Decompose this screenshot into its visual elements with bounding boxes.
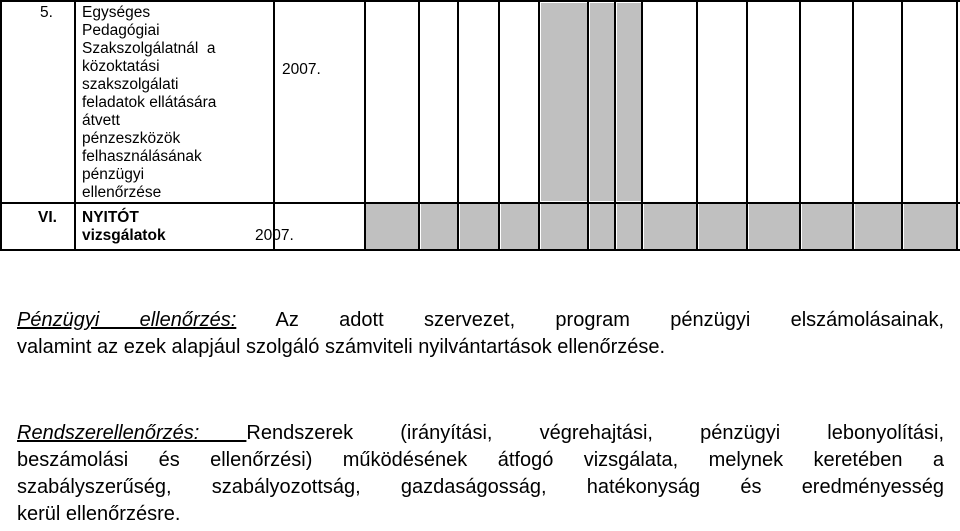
table-rule: [74, 0, 76, 251]
text-line: ellenőrzése: [82, 184, 162, 201]
shaded-cell: [855, 204, 901, 249]
shaded-cell: [904, 204, 956, 249]
table-rule: [852, 0, 854, 251]
text-line: valamint az ezek alapjául szolgáló számviteli nyilvántartások ellenőrzése.: [17, 336, 666, 358]
definition-system-audit: [17, 420, 944, 528]
term-label: Rendszerellenőrzés:: [17, 422, 247, 444]
table-rule: [614, 0, 616, 251]
text-line: átvett: [82, 112, 120, 129]
definition-text: Rendszerek (irányítási, végrehajtási, pénzügyi lebonyolítási,: [246, 422, 944, 444]
table-rule: [498, 0, 500, 251]
task-date: 2007.: [255, 227, 294, 244]
row-number: VI.: [38, 209, 57, 226]
task-date: 2007.: [282, 61, 321, 78]
definition-financial-audit: [17, 307, 944, 361]
table-rule: [0, 0, 2, 251]
shaded-cell: [617, 204, 641, 249]
table-rule: [746, 0, 748, 251]
text-line: Pedagógiai: [82, 22, 160, 39]
table-rule: [641, 0, 643, 251]
text-line: Szakszolgálatnál a: [82, 40, 216, 57]
audit-plan-table: [0, 0, 960, 250]
shaded-cell: [541, 204, 587, 249]
text-line: vizsgálatok: [82, 227, 166, 244]
definition-text: Az adott szervezet, program pénzügyi elszámolásainak,: [275, 309, 945, 331]
shaded-cell: [366, 204, 418, 249]
shaded-cell: [541, 3, 587, 201]
text-line: pénzügyi: [82, 166, 145, 183]
task-description: [82, 209, 166, 245]
row-number: 5.: [40, 4, 53, 21]
shaded-cell: [617, 3, 641, 201]
task-description: [82, 4, 254, 202]
text-line: feladatok ellátására: [82, 94, 217, 111]
table-rule: [901, 0, 903, 251]
text-line: szakszolgálati: [82, 76, 179, 93]
shaded-cell: [590, 204, 614, 249]
shaded-cell: [699, 204, 746, 249]
shaded-cell: [644, 204, 696, 249]
text-line: Egységes: [82, 4, 151, 21]
text-line: NYITÓT: [82, 209, 139, 226]
table-rule: [956, 0, 958, 251]
table-rule: [538, 0, 540, 251]
text-line: közoktatási: [82, 58, 160, 75]
text-line: kerül ellenőrzésre.: [17, 503, 181, 525]
table-rule: [457, 0, 459, 251]
table-rule: [696, 0, 698, 251]
table-rule: [0, 0, 960, 2]
shaded-cell: [749, 204, 799, 249]
table-rule: [587, 0, 589, 251]
table-rule: [273, 0, 275, 251]
table-rule: [0, 249, 960, 251]
table-rule: [0, 202, 960, 204]
text-line: beszámolási és ellenőrzési) működésének átfogó vizsgálata, melynek keretében a: [17, 449, 944, 471]
text-line: felhasználásának: [82, 148, 202, 165]
shaded-cell: [802, 204, 852, 249]
text-line: [17, 307, 944, 334]
shaded-cell: [421, 204, 457, 249]
shaded-cell: [590, 3, 614, 201]
text-line: [17, 420, 944, 447]
text-line: pénzeszközök: [82, 130, 181, 147]
shaded-cell: [460, 204, 498, 249]
table-rule: [418, 0, 420, 251]
term-label: Pénzügyi ellenőrzés:: [17, 309, 237, 331]
table-rule: [799, 0, 801, 251]
table-rule: [364, 0, 366, 251]
text-line: szabályszerűség, szabályozottság, gazdaságosság, hatékonyság és eredményesség: [17, 476, 944, 498]
shaded-cell: [501, 204, 538, 249]
